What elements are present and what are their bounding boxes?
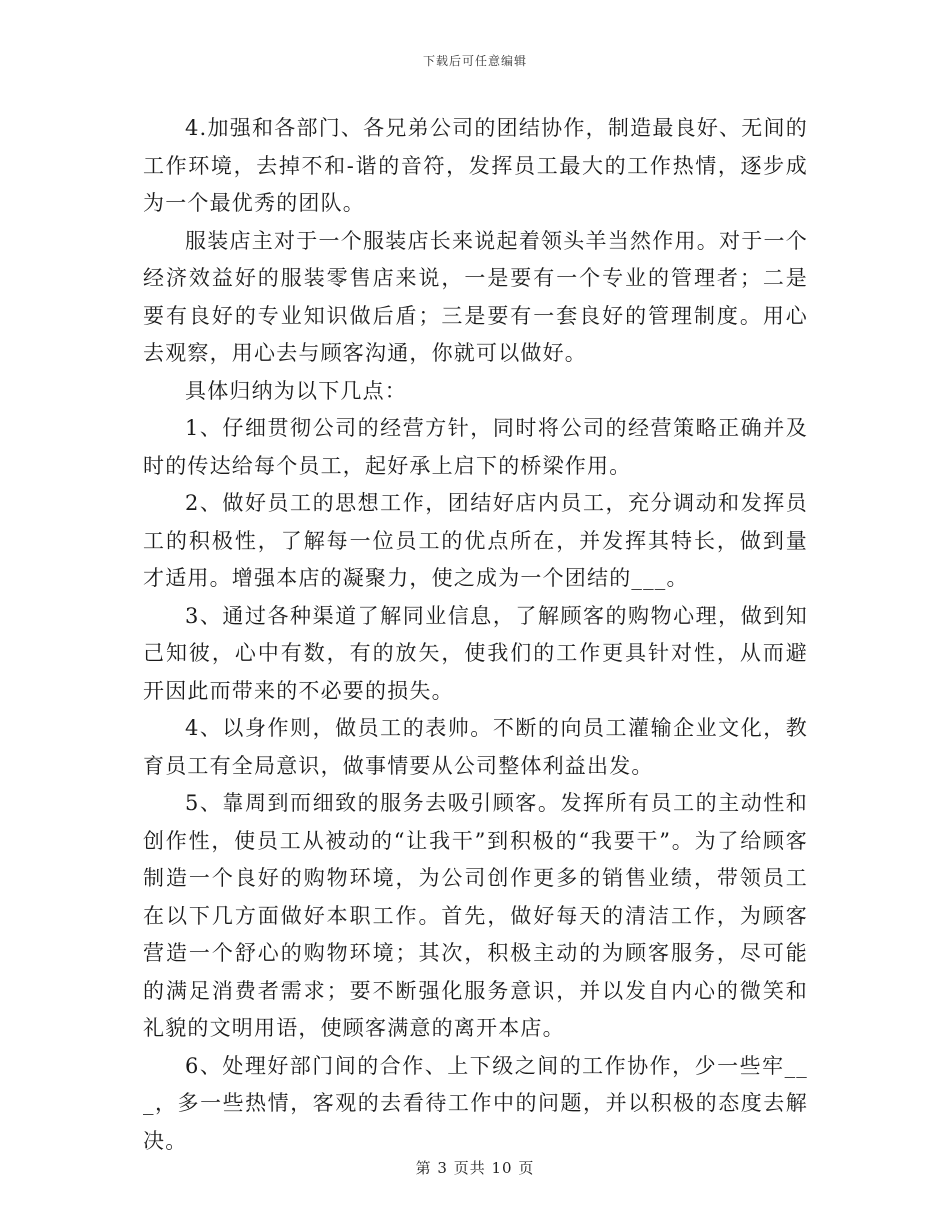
paragraph-point-1: 1、仔细贯彻公司的经营方针，同时将公司的经营策略正确并及时的传达给每个员工，起好承上启下的桥梁作用。 <box>143 416 808 478</box>
paragraph-point-5: 5、靠周到而细致的服务去吸引顾客。发挥所有员工的主动性和创作性，使员工从被动的“让我干”到积极的“我要干”。为了给顾客制造一个良好的购物环境，为公司创作更多的销售业绩，带领员工在以下几方面做好本职工作。首先，做好每天的清洁工作，为顾客营造一个舒心的购物环境；其次，积极主动的为顾客服务，尽可能的满足消费者需求；要不断强化服务意识，并以发自内心的微笑和礼貌的文明用语，使顾客满意的离开本店。 <box>143 791 808 1040</box>
paragraph-store-owner-role: 服装店主对于一个服装店长来说起着领头羊当然作用。对于一个经济效益好的服装零售店来说，一是要有一个专业的管理者；二是要有良好的专业知识做后盾；三是要有一套良好的管理制度。用心去观察，用心去与顾客沟通，你就可以做好。 <box>143 228 808 365</box>
page-header: 下载后可任意编辑 <box>422 54 527 68</box>
paragraph-summary-intro: 具体归纳为以下几点： <box>185 378 407 403</box>
paragraph-point-4: 4、以身作则，做员工的表帅。不断的向员工灌输企业文化，教育员工有全局意识，做事情要从公司整体利益出发。 <box>143 716 808 778</box>
page-number: 第 3 页共 10 页 <box>415 1159 535 1177</box>
paragraph-team-collaboration: 4.加强和各部门、各兄弟公司的团结协作，制造最良好、无间的工作环境，去掉不和-谐的音符，发挥员工最大的工作热情，逐步成为一个最优秀的团队。 <box>143 116 808 215</box>
paragraph-point-3: 3、通过各种渠道了解同业信息，了解顾客的购物心理，做到知己知彼，心中有数，有的放矢，使我们的工作更具针对性，从而避开因此而带来的不必要的损失。 <box>143 603 808 703</box>
document-body <box>143 110 808 1160</box>
paragraph-point-6: 6、处理好部门间的合作、上下级之间的工作协作，少一些牢___，多一些热情，客观的去看待工作中的问题，并以积极的态度去解决。 <box>143 1053 808 1153</box>
paragraph-point-2: 2、做好员工的思想工作，团结好店内员工，充分调动和发挥员工的积极性，了解每一位员工的优点所在，并发挥其特长，做到量才适用。增强本店的凝聚力，使之成为一个团结的___。 <box>143 491 808 590</box>
